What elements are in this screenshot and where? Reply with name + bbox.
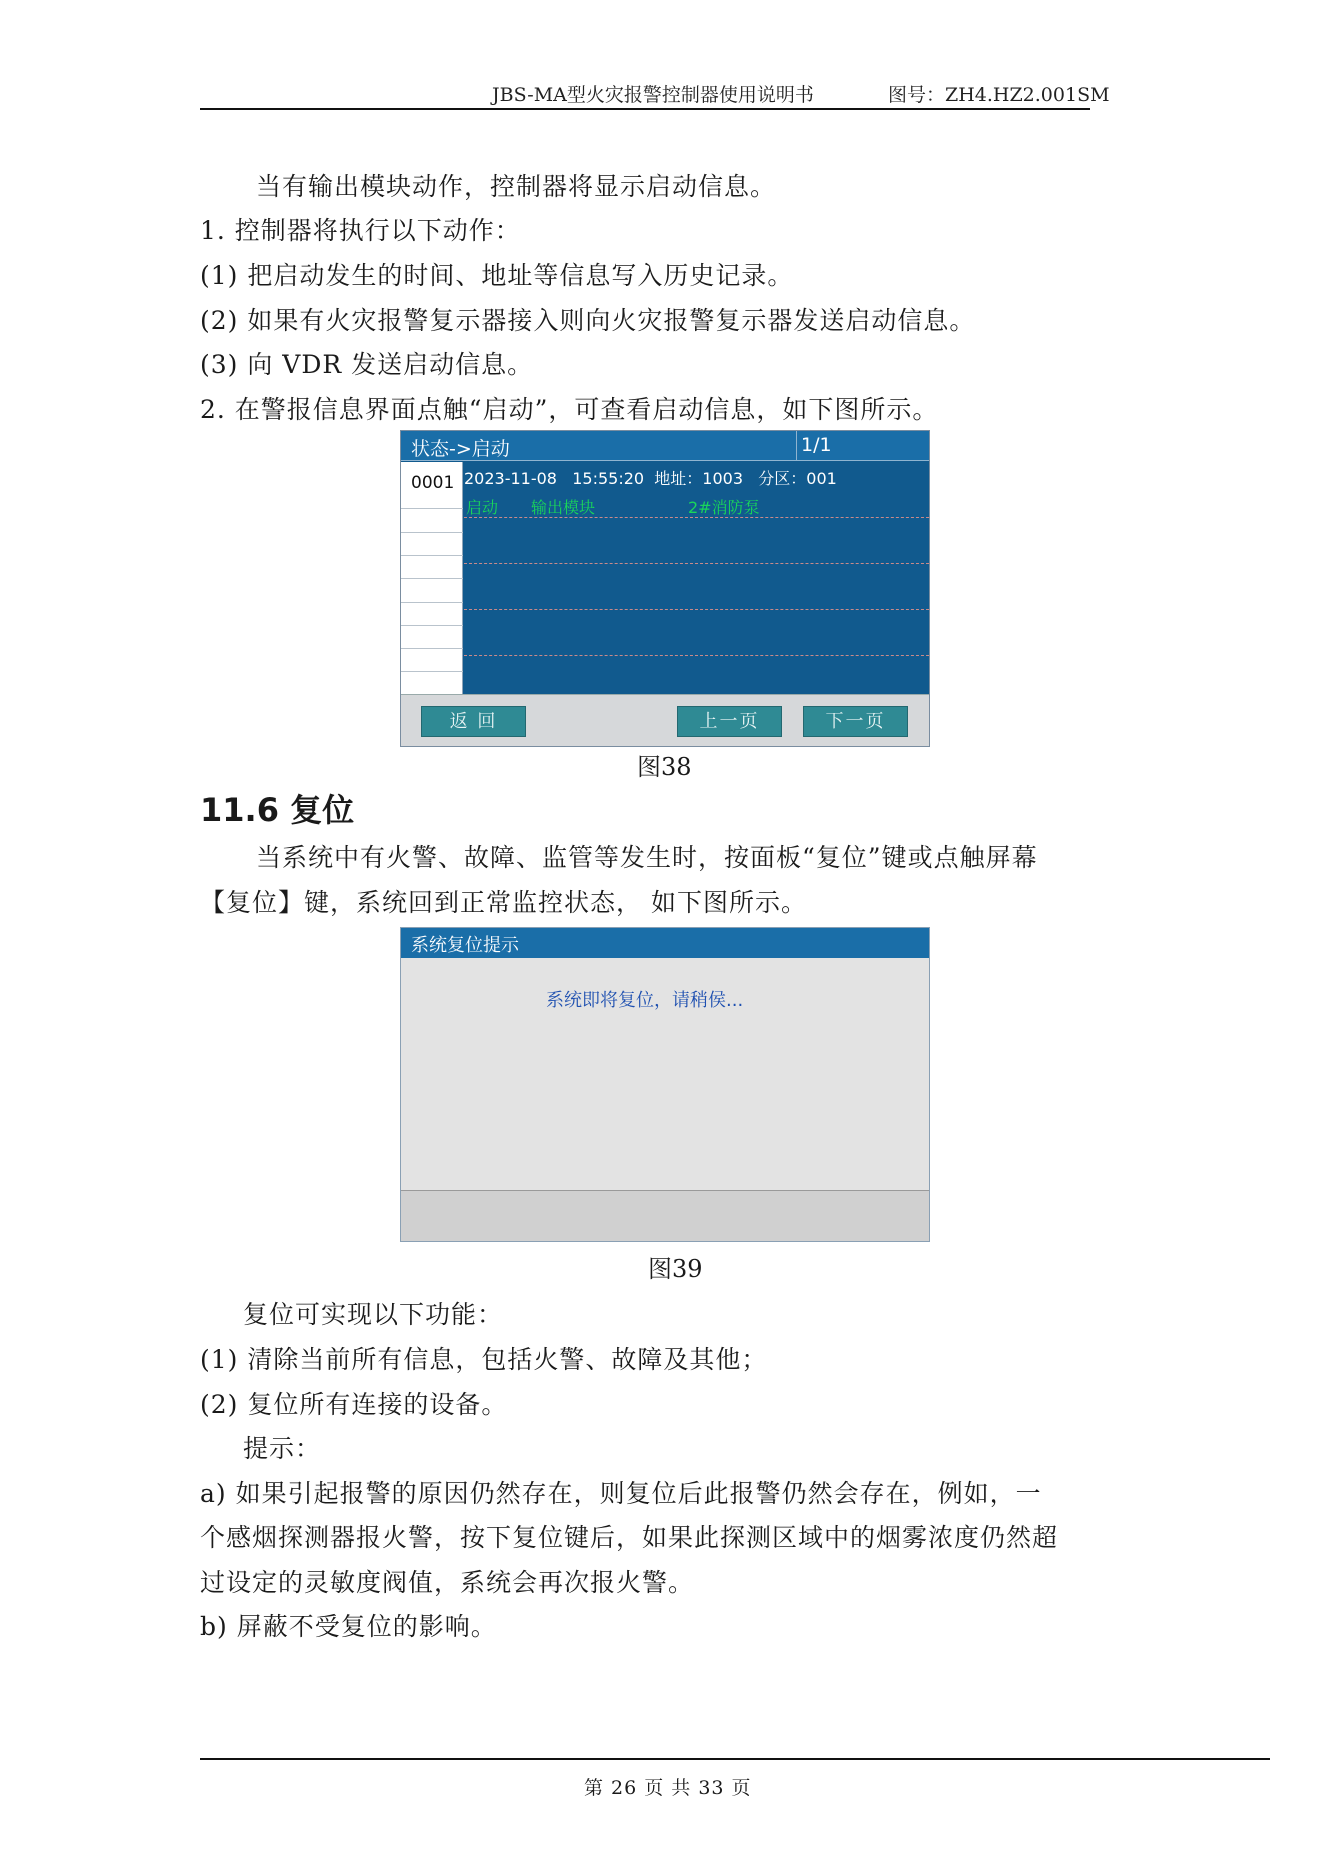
row-separator (464, 655, 929, 656)
index-divider (401, 555, 463, 556)
record-header-line[interactable] (464, 466, 837, 489)
document-title: JBS-MA型火灾报警控制器使用说明书 (492, 84, 814, 106)
index-divider (401, 602, 463, 603)
index-divider (401, 625, 463, 626)
tip-a-line-1: a) 如果引起报警的原因仍然存在，则复位后此报警仍然会存在，例如，一 (200, 1479, 1042, 1508)
index-divider (401, 648, 463, 649)
row-separator (464, 563, 929, 564)
screen-title-bar (401, 431, 929, 461)
index-divider (401, 671, 463, 672)
screen-title: 状态->启动 (411, 438, 510, 460)
intro-paragraph: 当有输出模块动作，控制器将显示启动信息。 (256, 172, 777, 201)
figure-38-caption: 图38 (637, 753, 692, 781)
index-divider (401, 532, 463, 533)
sub-item-3: (3) 向 VDR 发送启动信息。 (200, 350, 534, 379)
page-indicator: 1/1 (801, 434, 832, 456)
list-item-1: 1. 控制器将执行以下动作： (200, 216, 521, 245)
title-divider (796, 431, 797, 461)
dialog-title-bar (401, 928, 929, 958)
previous-page-button[interactable]: 上一页 (677, 706, 782, 737)
tip-a-line-3: 过设定的灵敏度阀值，系统会再次报火警。 (200, 1568, 695, 1597)
header-rule (200, 108, 1090, 110)
reset-message: 系统即将复位，请稍侯... (546, 990, 744, 1011)
record-zone: 分区：001 (758, 469, 837, 488)
index-column (401, 462, 463, 694)
reset-paragraph-line-1: 当系统中有火警、故障、监管等发生时，按面板“复位”键或点触屏幕 (256, 843, 1038, 872)
index-divider (401, 508, 463, 509)
record-device-name: 2#消防泵 (688, 498, 760, 517)
tip-b: b) 屏蔽不受复位的影响。 (200, 1612, 497, 1641)
back-button[interactable]: 返 回 (421, 706, 526, 737)
dialog-title: 系统复位提示 (411, 935, 519, 956)
figure-38-screen (400, 430, 930, 747)
function-item-2: (2) 复位所有连接的设备。 (200, 1390, 508, 1419)
tip-label: 提示： (243, 1434, 322, 1463)
record-date: 2023-11-08 (464, 469, 557, 488)
functions-intro: 复位可实现以下功能： (243, 1300, 504, 1329)
record-device-type: 输出模块 (531, 498, 596, 517)
footer-rule (200, 1758, 1270, 1760)
dialog-footer (401, 1190, 929, 1241)
list-item-2: 2. 在警报信息界面点触“启动”，可查看启动信息，如下图所示。 (200, 395, 939, 424)
figure-39-screen (400, 927, 930, 1242)
screen-footer-bar (401, 694, 929, 746)
index-divider (401, 578, 463, 579)
record-index: 0001 (411, 473, 455, 493)
record-address: 地址：1003 (654, 469, 744, 488)
row-separator (464, 609, 929, 610)
reset-paragraph-line-2: 【复位】键，系统回到正常监控状态， 如下图所示。 (200, 888, 807, 917)
figure-39-caption: 图39 (648, 1255, 703, 1283)
document-number: 图号：ZH4.HZ2.001SM (888, 84, 1110, 106)
function-item-1: (1) 清除当前所有信息，包括火警、故障及其他； (200, 1345, 768, 1374)
record-time: 15:55:20 (572, 469, 645, 488)
section-heading: 11.6 复位 (200, 791, 355, 829)
sub-item-1: (1) 把启动发生的时间、地址等信息写入历史记录。 (200, 261, 794, 290)
record-event: 启动 (466, 498, 499, 517)
page-number: 第 26 页 共 33 页 (584, 1777, 752, 1799)
sub-item-2: (2) 如果有火灾报警复示器接入则向火灾报警复示器发送启动信息。 (200, 306, 976, 335)
row-separator (464, 517, 929, 518)
next-page-button[interactable]: 下一页 (803, 706, 908, 737)
tip-a-line-2: 个感烟探测器报火警，按下复位键后，如果此探测区域中的烟雾浓度仍然超 (200, 1523, 1059, 1552)
